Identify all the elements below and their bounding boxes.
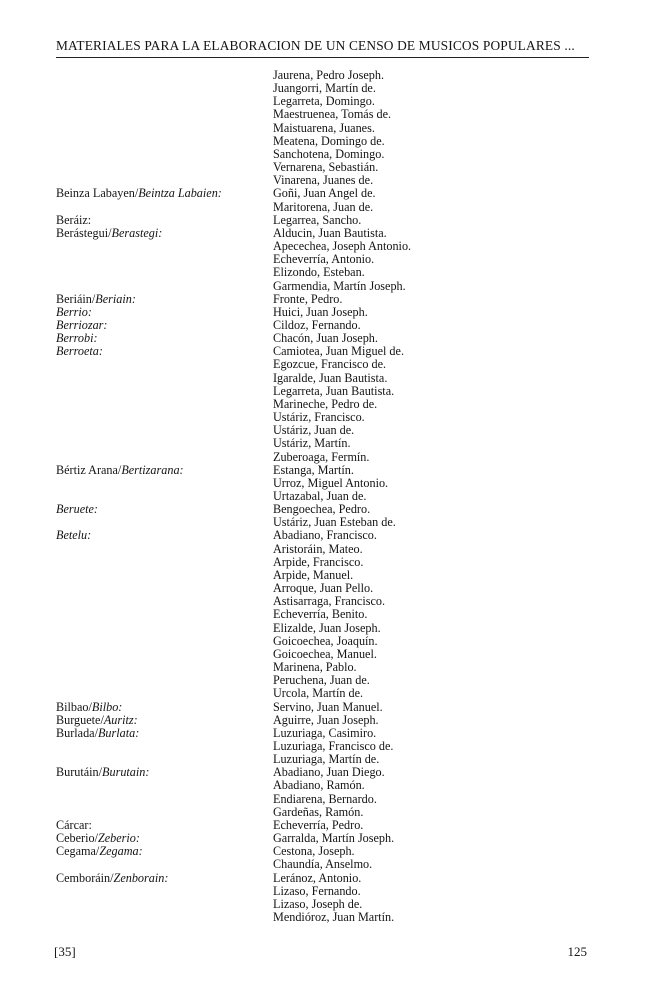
place-basque-name: Burutain:: [102, 765, 150, 780]
place-spanish-name: Cegama/: [56, 844, 100, 859]
census-entry: [0, 766, 645, 819]
musician-name: Egozcue, Francisco de.: [273, 357, 387, 372]
census-entry: [0, 529, 645, 700]
place-basque-name: Betelu:: [56, 528, 92, 543]
musician-name: Vinarena, Juanes de.: [273, 173, 374, 188]
musician-name: Maistuarena, Juanes.: [273, 120, 375, 135]
musician-name: Legarreta, Juan Bautista.: [273, 383, 395, 398]
census-entry: [0, 872, 645, 925]
musician-list: [273, 766, 645, 819]
place-name: [56, 727, 139, 740]
place-basque-name: Bertizarana:: [121, 462, 184, 477]
place-basque-name: Beruete:: [56, 502, 98, 517]
musician-name: Ustáriz, Martín.: [273, 436, 351, 451]
place-name: [56, 845, 143, 858]
place-name: [56, 345, 103, 358]
place-basque-name: Bilbo:: [91, 699, 123, 714]
musician-name: Goicoechea, Manuel.: [273, 646, 377, 661]
census-entry: [0, 727, 645, 766]
place-basque-name: Zeberio:: [97, 831, 140, 846]
musician-name: Huici, Juan Joseph.: [273, 304, 368, 319]
musician-name: Gardeñas, Ramón.: [273, 804, 364, 819]
page-number: 125: [567, 944, 587, 959]
header-rule: [56, 57, 589, 58]
place-basque-name: Beriain:: [95, 291, 136, 306]
place-basque-name: Beintza Labaien:: [138, 186, 222, 201]
place-basque-name: Berrobi:: [56, 331, 98, 346]
place-spanish-name: Bértiz Arana/: [56, 462, 122, 477]
musician-name: Maritorena, Juan de.: [273, 199, 374, 214]
census-entry: [0, 464, 645, 503]
section-number: [35]: [54, 944, 76, 959]
musician-name: Urcola, Martín de.: [273, 686, 364, 701]
place-name: [56, 529, 91, 542]
census-entries: [0, 69, 645, 924]
musician-name: Mendióroz, Juan Martín.: [273, 910, 395, 924]
musician-name: Ustáriz, Juan de.: [273, 423, 355, 438]
musician-name: Arroque, Juan Pello.: [273, 581, 374, 596]
musician-list: [273, 872, 645, 925]
musician-name: Jaurena, Pedro Joseph.: [273, 68, 385, 82]
musician-name: Juangorri, Martín de.: [273, 81, 376, 96]
musician-name: Garralda, Martín Joseph.: [273, 831, 395, 846]
musician-name: Alducin, Juan Bautista.: [273, 225, 387, 240]
place-name: [56, 187, 222, 200]
musician-name: Zuberoaga, Fermín.: [273, 449, 370, 464]
place-name: [56, 227, 162, 240]
musician-list: [273, 727, 645, 766]
musician-list: [273, 214, 645, 227]
musician-name: Abadiano, Ramón.: [273, 778, 365, 793]
place-spanish-name: Burlada/: [56, 725, 98, 740]
musician-name: Cildoz, Fernando.: [273, 317, 361, 332]
musician-name: Maestruenea, Tomás de.: [273, 107, 392, 122]
musician-name: Astisarraga, Francisco.: [273, 594, 386, 609]
musician-name: Elizondo, Esteban.: [273, 265, 365, 280]
musician-list: [273, 227, 645, 293]
place-basque-name: Berrio:: [56, 304, 92, 319]
musician-name: Leránoz, Antonio.: [273, 870, 362, 885]
musician-name: Arpide, Francisco.: [273, 554, 364, 569]
musician-name: Meatena, Domingo de.: [273, 133, 385, 148]
place-spanish-name: Cemboráin/: [56, 870, 114, 885]
musician-name: Luzuriaga, Martín de.: [273, 752, 380, 767]
census-entry: [0, 845, 645, 871]
census-entry: [0, 503, 645, 529]
musician-name: Garmendia, Martín Joseph.: [273, 278, 406, 293]
musician-name: Echeverría, Antonio.: [273, 252, 375, 267]
musician-name: Abadiano, Francisco.: [273, 528, 377, 543]
place-basque-name: Berroeta:: [56, 344, 103, 359]
musician-name: Ustáriz, Juan Esteban de.: [273, 515, 396, 530]
musician-name: Echeverría, Benito.: [273, 607, 368, 622]
place-spanish-name: Beriáin/: [56, 291, 96, 306]
musician-name: Aguirre, Juan Joseph.: [273, 712, 379, 727]
musician-name: Legarreta, Domingo.: [273, 94, 375, 109]
musician-name: Vernarena, Sebastián.: [273, 160, 379, 175]
musician-name: Marinena, Pablo.: [273, 660, 357, 675]
census-entry: [0, 187, 645, 213]
musician-name: Lizaso, Fernando.: [273, 883, 361, 898]
census-entry: [0, 227, 645, 293]
musician-name: Chacón, Juan Joseph.: [273, 331, 378, 346]
musician-list: [273, 306, 645, 319]
place-basque-name: Zegama:: [99, 844, 143, 859]
musician-name: Fronte, Pedro.: [273, 291, 343, 306]
place-basque-name: Zenborain:: [113, 870, 169, 885]
musician-name: Legarrea, Sancho.: [273, 212, 362, 227]
musician-list: [273, 69, 645, 187]
place-spanish-name: Beráiz:: [56, 212, 92, 227]
place-basque-name: Berastegi:: [111, 225, 163, 240]
musician-name: Arpide, Manuel.: [273, 567, 354, 582]
place-basque-name: Berriozar:: [56, 317, 108, 332]
musician-name: Endiarena, Bernardo.: [273, 791, 377, 806]
running-header: MATERIALES PARA LA ELABORACION DE UN CENSO DE MUSICOS POPULARES ...: [56, 38, 575, 53]
place-basque-name: Burlata:: [97, 725, 140, 740]
musician-name: Ustáriz, Francisco.: [273, 410, 365, 425]
census-entry: [0, 69, 645, 187]
musician-name: Bengoechea, Pedro.: [273, 502, 371, 517]
musician-name: Estanga, Martín.: [273, 462, 354, 477]
musician-name: Urroz, Miguel Antonio.: [273, 475, 389, 490]
musician-list: [273, 345, 645, 463]
musician-list: [273, 464, 645, 503]
musician-name: Lizaso, Joseph de.: [273, 896, 363, 911]
musician-name: Luzuriaga, Casimiro.: [273, 725, 377, 740]
musician-name: Aristoráin, Mateo.: [273, 541, 363, 556]
musician-list: [273, 701, 645, 714]
place-spanish-name: Ceberio/: [56, 831, 98, 846]
musician-name: Peruchena, Juan de.: [273, 673, 370, 688]
musician-name: Elizalde, Juan Joseph.: [273, 620, 381, 635]
musician-list: [273, 187, 645, 213]
musician-name: Servino, Juan Manuel.: [273, 699, 383, 714]
place-spanish-name: Cárcar:: [56, 817, 92, 832]
musician-name: Chaundía, Anselmo.: [273, 857, 373, 872]
musician-list: [273, 293, 645, 306]
place-name: [56, 464, 184, 477]
census-entry: [0, 345, 645, 463]
musician-name: Igaralde, Juan Bautista.: [273, 370, 388, 385]
musician-name: Camiotea, Juan Miguel de.: [273, 344, 404, 359]
musician-name: Echeverría, Pedro.: [273, 817, 364, 832]
musician-name: Sanchotena, Domingo.: [273, 146, 385, 161]
musician-list: [273, 529, 645, 700]
place-spanish-name: Berástegui/: [56, 225, 112, 240]
place-name: [56, 872, 168, 885]
place-spanish-name: Burguete/: [56, 712, 104, 727]
place-name: [56, 503, 98, 516]
musician-name: Urtazabal, Juan de.: [273, 489, 367, 503]
place-basque-name: Auritz:: [103, 712, 138, 727]
musician-name: Goicoechea, Joaquín.: [273, 633, 378, 648]
musician-list: [273, 845, 645, 871]
musician-list: [273, 714, 645, 727]
place-name: [56, 766, 149, 779]
place-spanish-name: Bilbao/: [56, 699, 92, 714]
place-spanish-name: Burutáin/: [56, 765, 103, 780]
musician-name: Apecechea, Joseph Antonio.: [273, 239, 412, 254]
census-entry: [0, 293, 645, 306]
musician-name: Cestona, Joseph.: [273, 844, 355, 859]
musician-name: Goñi, Juan Angel de.: [273, 186, 376, 201]
place-spanish-name: Beinza Labayen/: [56, 186, 139, 201]
musician-list: [273, 503, 645, 529]
musician-name: Abadiano, Juan Diego.: [273, 765, 385, 780]
musician-name: Luzuriaga, Francisco de.: [273, 738, 394, 753]
musician-name: Marineche, Pedro de.: [273, 396, 378, 411]
